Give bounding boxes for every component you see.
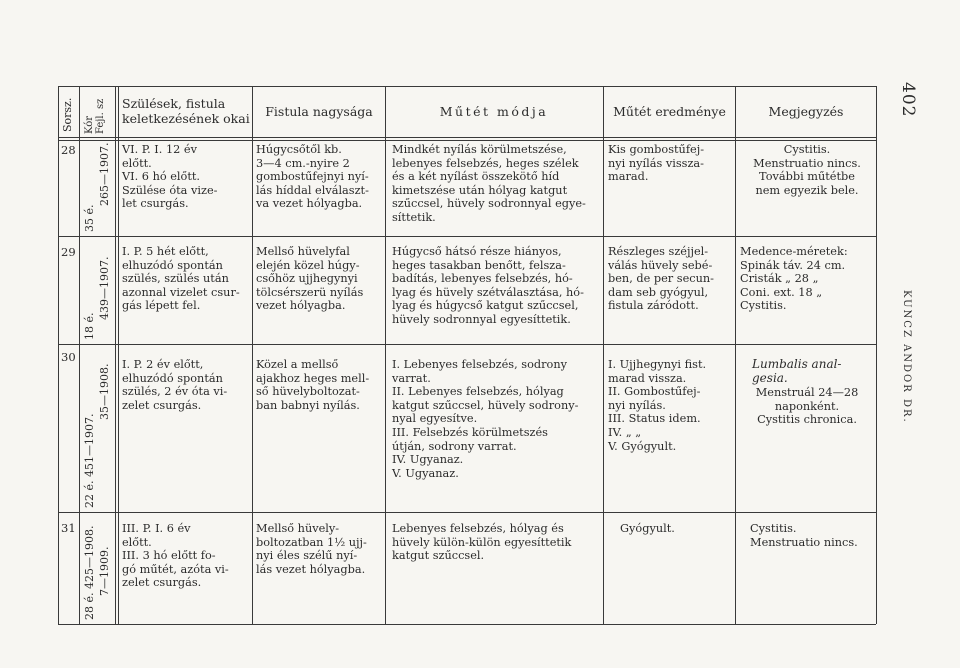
row-29-kor-b: 439—1907. — [98, 256, 111, 320]
table-bottom-rule — [58, 624, 876, 625]
row-29-births: I. P. 5 hét előtt, elhuzódó spontán szülés, szülés után azonnal vizelet csur- gás lépett fel. — [122, 245, 240, 313]
row-28-method: Mindkét nyílás körülmetszése, lebenyes felsebzés, heges szélek és a két nyílást összekötő híd kimetszése után hólyag katgut szűccsel, hüvely sodronnyal egye- síttetik. — [392, 143, 586, 224]
row-28-number: 28 — [61, 143, 76, 157]
row-29-kor-a: 18 é. — [83, 312, 96, 340]
row-28-notes: Cystitis. Menstruatio nincs. További műtétbe nem egyezik bele. — [753, 143, 861, 197]
row-28-result: Kis gombostűfej- nyi nyílás vissza- marad. — [608, 143, 705, 184]
row-31-number: 31 — [61, 521, 76, 535]
row-31-births: III. P. I. 6 év előtt. III. 3 hó előtt fo- gó műtét, azóta vi- zelet csurgás. — [122, 522, 229, 590]
row-29-number: 29 — [61, 245, 76, 259]
row-30-method: I. Lebenyes felsebzés, sodrony varrat. II. Lebenyes felsebzés, hólyag katgut szűccsel, hüvely sodrony- nyal egyesítve. III. Felsebzés körülmetszés útján, sodrony varrat. IV. Ugyanaz. V. Ugyanaz. — [392, 358, 579, 480]
header-fistula-size: Fistula nagysága — [265, 104, 373, 119]
row-29-result: Részleges széjjel- válás hüvely sebé- ben, de per secun- dam seb gyógyul, fistula záródott. — [608, 245, 714, 313]
row-29-method: Húgycső hátsó része hiányos, heges tasakban benőtt, felsza- badítás, lebenyes felsebzés, hó- lyag és hüvely szétválasztása, hó- lyag és húgycső katgut szűccsel, hüvely sodronnyal egyesíttetik. — [392, 245, 584, 326]
running-head: KUNCZ ANDOR DR. — [901, 290, 912, 424]
row-31-notes: Cystitis. Menstruatio nincs. — [750, 522, 858, 549]
row-30-kor-b: 35—1908. — [98, 363, 111, 420]
header-bottom-rule — [58, 137, 876, 138]
header-sorsz: Sorsz. — [61, 97, 74, 132]
header-notes: Megjegyzés — [768, 104, 844, 119]
page-number: 402 — [898, 82, 918, 118]
col-rule-1 — [79, 86, 80, 624]
col-rule-7 — [876, 86, 877, 624]
row-30-number: 30 — [61, 350, 76, 364]
header-method: Műtét módja — [439, 104, 549, 119]
header-kor-fejl: Kór Fejl. sz — [84, 98, 106, 134]
col-rule-2 — [115, 86, 116, 624]
row-30-notes: Menstruál 24—28 naponként. Cystitis chronica. — [755, 386, 859, 427]
col-rule-6 — [735, 86, 736, 624]
row-29-size: Mellső hüvelyfal elején közel húgy- csőhöz ujjhegynyi tölcsérszerü nyílás vezet hólyagba. — [256, 245, 364, 313]
row-29-notes: Medence-méretek: Spinák táv. 24 cm. Cristák „ 28 „ Coni. ext. 18 „ Cystitis. — [740, 245, 848, 313]
col-rule-5 — [603, 86, 604, 624]
row-divider-30 — [58, 512, 876, 513]
row-30-result: I. Ujjhegynyi fist. marad vissza. II. Gombostűfej- nyi nyílás. III. Status idem. IV. „ „ V. Gyógyult. — [608, 358, 707, 453]
col-rule-4 — [385, 86, 386, 624]
row-28-births: VI. P. I. 12 év előtt. VI. 6 hó előtt. Szülése óta vize- let csurgás. — [122, 143, 218, 211]
row-31-size: Mellső hüvely- boltozatban 1½ ujj- nyi éles szélű nyí- lás vezet hólyagba. — [256, 522, 367, 576]
col-rule-3 — [252, 86, 253, 624]
row-31-kor-b: 7—1909. — [98, 546, 111, 596]
row-28-size: Húgycsőtől kb. 3—4 cm.-nyire 2 gombostűfejnyi nyí- lás híddal elválaszt- va vezet hólyagba. — [256, 143, 369, 211]
row-30-births: I. P. 2 év előtt, elhuzódó spontán szülés, 2 év óta vi- zelet csurgás. — [122, 358, 228, 412]
row-divider-29 — [58, 344, 876, 345]
row-28-kor-b: 265—1907. — [98, 142, 111, 206]
row-divider-28 — [58, 236, 876, 237]
row-31-method: Lebenyes felsebzés, hólyag és hüvely külön-külön egyesíttetik katgut szűccsel. — [392, 522, 572, 563]
row-30-notes-italic: Lumbalis anal- gesia. — [752, 357, 842, 385]
col-rule-2b — [118, 86, 119, 624]
header-bottom-rule-2 — [58, 140, 876, 141]
row-31-result: Gyógyult. — [620, 522, 675, 535]
row-30-kor-a: 22 é. 451—1907. — [83, 413, 96, 508]
header-births: Szülések, fistula keletkezésének okai — [122, 96, 250, 126]
col-rule-0 — [58, 86, 59, 624]
table-top-rule — [58, 86, 876, 87]
row-28-kor-a: 35 é. — [83, 204, 96, 232]
row-31-kor-a: 28 é. 425—1908. — [83, 525, 96, 620]
header-result: Műtét eredménye — [613, 104, 726, 119]
row-30-size: Közel a mellső ajakhoz heges mell- ső hüvelyboltozat- ban babnyi nyílás. — [256, 358, 370, 412]
